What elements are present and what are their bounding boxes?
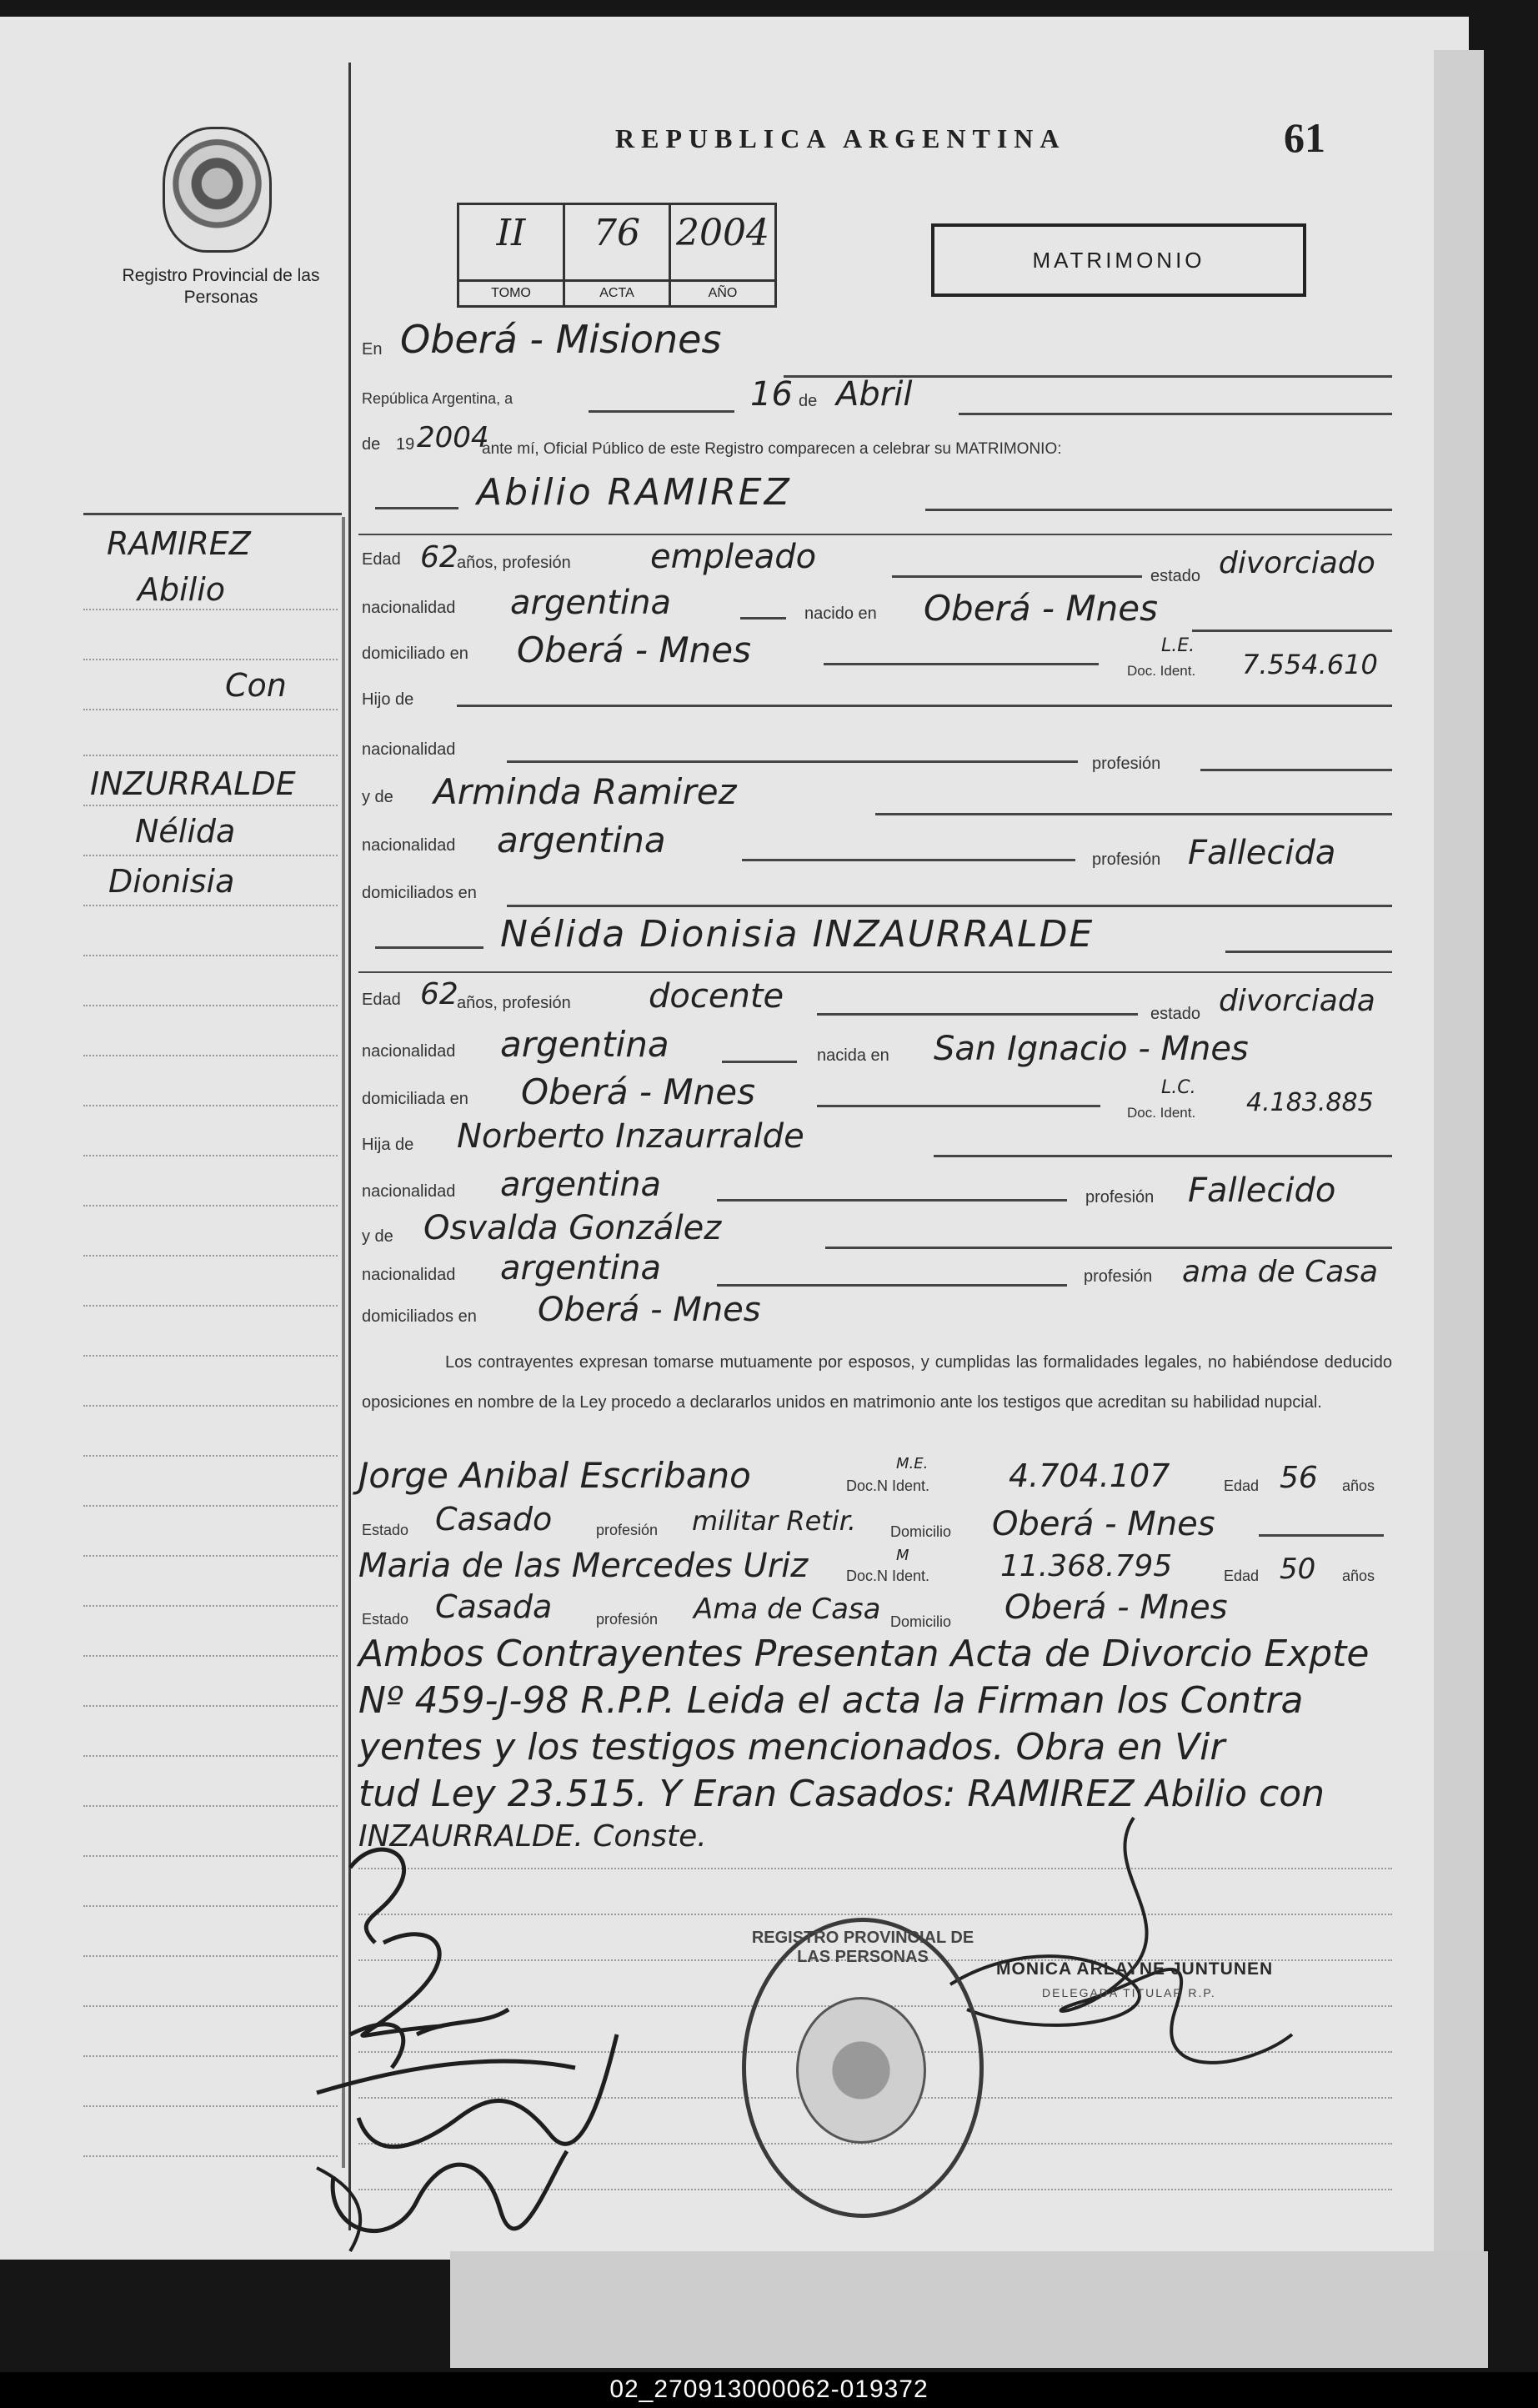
t2-estado: Casada	[435, 1588, 553, 1625]
margin-rule	[83, 755, 338, 756]
label-anos-profesion: años, profesión	[457, 994, 571, 1012]
t2-profesion: Ama de Casa	[694, 1593, 881, 1626]
rule	[925, 509, 1392, 511]
rule	[875, 813, 1392, 815]
tomo-acta-anio-box	[457, 203, 777, 308]
observaciones-line: INZAURRALDE. Conste.	[358, 1819, 707, 1854]
margin-surname-1: RAMIREZ	[107, 525, 251, 562]
oficial-cargo: DELEGADA TITULAR R.P.	[1042, 1986, 1216, 1999]
rule	[507, 760, 1078, 763]
margin-rule	[83, 1405, 338, 1407]
label-year-prefix: 19	[396, 435, 415, 454]
label-en: En	[362, 340, 383, 359]
testigo2-nombre: Maria de las Mercedes Uriz	[358, 1547, 809, 1585]
c2-edad: 62	[420, 977, 458, 1011]
rule	[959, 413, 1392, 415]
rule	[824, 663, 1099, 665]
margin-rule	[83, 1655, 338, 1657]
label-anos: años	[1342, 1477, 1375, 1494]
rule	[717, 1284, 1067, 1287]
rule	[1225, 951, 1392, 953]
acta-lugar: Oberá - Misiones	[400, 317, 722, 362]
label-domicilio: Domicilio	[890, 1523, 952, 1540]
contrayente1-nombre: Abilio RAMIREZ	[477, 471, 792, 514]
label-anos: años	[1342, 1568, 1375, 1584]
contrayente2-nombre: Nélida Dionisia INZAURRALDE	[500, 913, 1095, 956]
label-nacionalidad: nacionalidad	[362, 1182, 456, 1201]
label-estado: Estado	[362, 1522, 409, 1538]
footer-bar	[0, 2372, 1538, 2408]
c2-padre-nacionalidad: argentina	[500, 1166, 661, 1204]
tomo-value: II	[496, 212, 526, 254]
c1-edad: 62	[420, 540, 458, 574]
c1-madre-profesion: Fallecida	[1188, 834, 1336, 872]
c2-domicilio: Oberá - Mnes	[521, 1071, 755, 1112]
margin-firstname-2: Nélida	[135, 813, 236, 850]
acta-value: 76	[594, 212, 640, 254]
registro-label: Registro Provincial de las Personas	[122, 266, 320, 307]
label-domiciliados-en: domiciliados en	[362, 884, 477, 902]
c2-estado: divorciada	[1219, 984, 1375, 1018]
rule	[375, 946, 483, 949]
t1-estado: Casado	[435, 1501, 553, 1538]
label-nacionalidad: nacionalidad	[362, 1266, 456, 1284]
matrimonio-box: MATRIMONIO	[931, 223, 1306, 297]
label-profesion: profesión	[596, 1611, 659, 1628]
t1-profesion: militar Retir.	[692, 1505, 857, 1537]
anio-label: AÑO	[671, 279, 774, 305]
image-code: 02_270913000062-019372	[609, 2375, 929, 2403]
rule	[358, 534, 1392, 535]
rule	[892, 575, 1142, 578]
rule	[1192, 630, 1392, 632]
left-margin-rule	[83, 513, 342, 515]
margin-rule	[83, 609, 338, 610]
rule	[717, 1199, 1067, 1201]
margin-rule	[83, 1205, 338, 1207]
label-estado: Estado	[362, 1611, 409, 1628]
observaciones-line: Nº 459-J-98 R.P.P. Leida el acta la Firman los Contra	[358, 1679, 1304, 1722]
rule	[375, 507, 458, 509]
coat-of-arms-icon	[163, 127, 272, 253]
c2-madre: Osvalda González	[423, 1209, 722, 1247]
c1-madre: Arminda Ramirez	[433, 771, 737, 812]
tomo-label: TOMO	[459, 279, 563, 305]
margin-middlename-2: Dionisia	[108, 863, 235, 900]
tomo-cell	[459, 205, 565, 305]
rule	[722, 1061, 797, 1063]
rule	[358, 971, 1392, 973]
label-edad: Edad	[362, 991, 401, 1009]
c2-doc-tipo: L.C.	[1161, 1077, 1196, 1098]
label-domiciliado-en: domiciliado en	[362, 645, 468, 663]
rule	[817, 1013, 1138, 1016]
margin-rule	[83, 659, 338, 660]
label-nacionalidad: nacionalidad	[362, 599, 456, 617]
label-edad: Edad	[1224, 1568, 1260, 1584]
label-hijo-de: Hijo de	[362, 690, 414, 709]
rule	[589, 410, 734, 413]
label-nacida-en: nacida en	[817, 1046, 889, 1065]
sello-emblem-icon	[796, 1997, 926, 2144]
c2-padres-domicilio: Oberá - Mnes	[538, 1291, 761, 1329]
label-domiciliados-en: domiciliados en	[362, 1307, 477, 1326]
margin-rule	[83, 1505, 338, 1507]
rule	[825, 1247, 1392, 1249]
label-nacionalidad: nacionalidad	[362, 836, 456, 855]
c1-estado: divorciado	[1219, 546, 1375, 580]
sello-text: REGISTRO PROVINCIAL DE LAS PERSONAS	[751, 1929, 974, 1966]
label-nacionalidad: nacionalidad	[362, 740, 456, 759]
margin-rule	[83, 805, 338, 806]
margin-rule	[83, 1055, 338, 1056]
margin-rule	[83, 1555, 338, 1557]
rule	[457, 705, 1392, 707]
t2-domicilio: Oberá - Mnes	[1004, 1588, 1228, 1627]
label-y-de: y de	[362, 1227, 393, 1246]
c1-doc-tipo: L.E.	[1161, 635, 1195, 656]
c1-doc-num: 7.554.610	[1242, 649, 1378, 680]
observaciones-line: yentes y los testigos mencionados. Obra en Vir	[358, 1726, 1225, 1768]
c1-domicilio: Oberá - Mnes	[517, 630, 751, 670]
acta-cell	[565, 205, 671, 305]
oficial-nombre: MONICA ARLAYNE JUNTUNEN	[996, 1959, 1274, 1979]
t2-doc-num: 11.368.795	[1000, 1549, 1173, 1583]
label-domiciliada-en: domiciliada en	[362, 1090, 468, 1108]
formula-paragraph: Los contrayentes expresan tomarse mutuamente por esposos, y cumplidas las formalidades legales, no habiéndose deducido oposiciones en nombre de la Ley procedo a declararlos unidos en matrimonio ante los testigos que acreditan su habilidad nupcial.	[362, 1353, 1392, 1412]
margin-surname-2: INZURRALDE	[90, 765, 296, 802]
label-nacionalidad: nacionalidad	[362, 1042, 456, 1061]
margin-rule	[83, 1155, 338, 1156]
page-bottom	[450, 2251, 1488, 2368]
margin-rule	[83, 955, 338, 956]
c2-madre-profesion: ama de Casa	[1182, 1255, 1379, 1289]
anio-value: 2004	[676, 212, 769, 254]
t1-doc-tipo: M.E.	[896, 1455, 929, 1472]
label-doc-ident: Doc.N Ident.	[846, 1477, 930, 1494]
acta-mes: Abril	[836, 375, 913, 414]
rule	[740, 617, 786, 620]
label-profesion: profesión	[596, 1522, 659, 1538]
label-edad: Edad	[1224, 1477, 1260, 1494]
c2-madre-nacionalidad: argentina	[500, 1249, 661, 1287]
label-domicilio: Domicilio	[890, 1613, 952, 1630]
label-hija-de: Hija de	[362, 1136, 414, 1154]
margin-rule	[83, 1755, 338, 1757]
observaciones-line: tud Ley 23.515. Y Eran Casados: RAMIREZ Abilio con	[358, 1773, 1325, 1815]
t1-edad: 56	[1280, 1461, 1318, 1495]
margin-rule	[83, 1355, 338, 1357]
margin-rule	[83, 855, 338, 856]
margin-con: Con	[225, 667, 287, 704]
c1-nacido-en: Oberá - Mnes	[924, 588, 1158, 629]
margin-firstname-1: Abilio	[138, 571, 226, 608]
c1-nacionalidad: argentina	[510, 584, 671, 622]
rule	[507, 905, 1392, 907]
c2-profesion: docente	[649, 977, 784, 1016]
observaciones-line: Ambos Contrayentes Presentan Acta de Divorcio Expte	[358, 1633, 1370, 1675]
label-de-mes: de	[799, 392, 818, 410]
rule	[817, 1105, 1100, 1107]
label-profesion: profesión	[1092, 850, 1161, 869]
margin-rule	[83, 709, 338, 710]
c1-madre-nacionalidad: argentina	[497, 820, 666, 860]
sello-registro	[742, 1918, 984, 2218]
margin-rule	[83, 1305, 338, 1307]
c2-nacida-en: San Ignacio - Mnes	[934, 1030, 1249, 1068]
margin-rule	[83, 1255, 338, 1257]
t2-doc-tipo: M	[896, 1547, 909, 1564]
t1-doc-num: 4.704.107	[1009, 1457, 1170, 1494]
label-doc-ident: Doc.N Ident.	[846, 1568, 930, 1584]
republica-title: REPUBLICA ARGENTINA	[615, 123, 1066, 153]
acta-label: ACTA	[565, 279, 669, 305]
c1-profesion: empleado	[650, 538, 817, 576]
acta-dia: 16	[750, 375, 793, 414]
rule	[742, 859, 1075, 861]
testigo1-nombre: Jorge Anibal Escribano	[358, 1455, 751, 1496]
label-estado: estado	[1150, 567, 1201, 585]
label-edad: Edad	[362, 550, 401, 569]
page-edge	[1434, 50, 1484, 2251]
c2-padre: Norberto Inzaurralde	[457, 1117, 804, 1156]
anio-cell	[671, 205, 774, 305]
rule	[934, 1155, 1392, 1157]
rule	[1200, 769, 1392, 771]
margin-rule	[83, 1105, 338, 1106]
label-comparecen: ante mí, Oficial Público de este Registro comparecen a celebrar su MATRIMONIO:	[482, 440, 1062, 458]
margin-rule	[83, 1605, 338, 1607]
label-y-de: y de	[362, 788, 393, 806]
margin-rule	[83, 1005, 338, 1006]
rule	[1259, 1534, 1384, 1537]
label-profesion: profesión	[1092, 755, 1161, 773]
margin-rule	[83, 905, 338, 906]
c2-nacionalidad: argentina	[500, 1024, 669, 1065]
label-doc-ident: Doc. Ident.	[1127, 1105, 1196, 1121]
margin-rule	[83, 1705, 338, 1707]
label-profesion: profesión	[1085, 1188, 1155, 1207]
margin-rule	[83, 1455, 338, 1457]
label-republica-a: República Argentina, a	[362, 390, 514, 407]
c2-doc-num: 4.183.885	[1246, 1088, 1374, 1117]
acta-anio: 2004	[417, 421, 489, 454]
label-profesion: profesión	[1084, 1267, 1153, 1286]
signatures-icon	[300, 1818, 684, 2268]
t1-domicilio: Oberá - Mnes	[992, 1505, 1215, 1543]
c2-padre-profesion: Fallecido	[1188, 1171, 1336, 1210]
label-nacido-en: nacido en	[804, 605, 877, 623]
label-estado: estado	[1150, 1005, 1201, 1023]
page-number: 61	[1284, 114, 1325, 161]
margin-rule	[83, 1805, 338, 1807]
label-de: de	[362, 435, 381, 454]
label-doc-ident: Doc. Ident.	[1127, 663, 1196, 679]
t2-edad: 50	[1280, 1553, 1316, 1586]
label-anos-profesion: años, profesión	[457, 554, 571, 572]
